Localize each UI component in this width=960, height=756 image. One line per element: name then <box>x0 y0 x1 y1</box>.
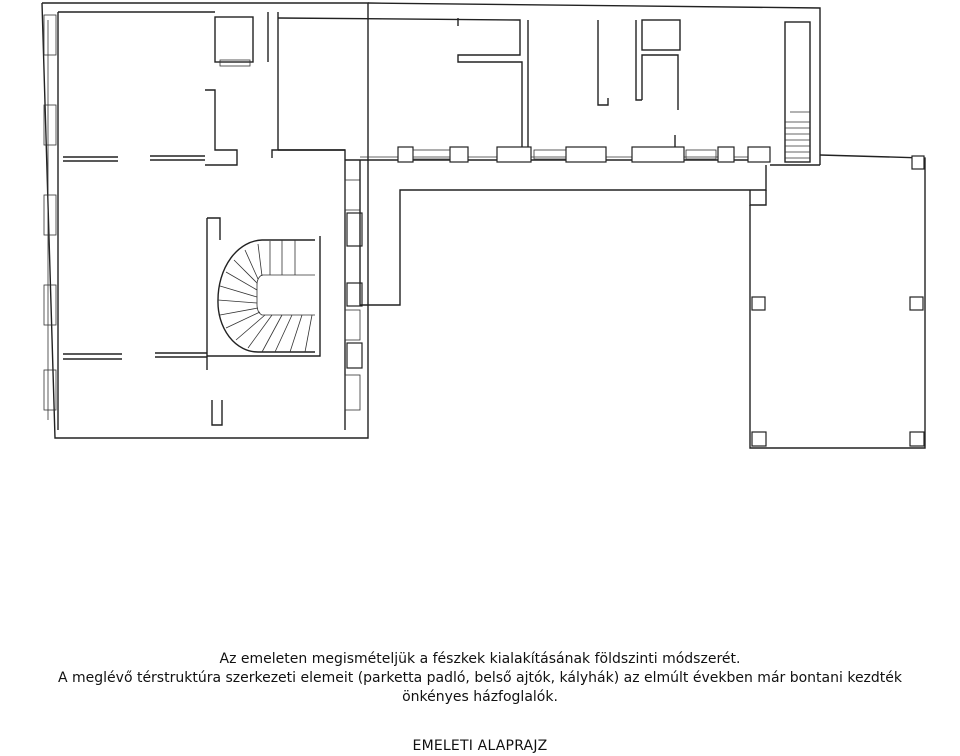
staircase <box>218 240 315 352</box>
caption <box>0 650 960 707</box>
caption-line-1: Az emeleten megismételjük a fészkek kialakításának földszinti módszerét. <box>219 651 741 667</box>
corridor <box>360 160 766 305</box>
right-block <box>750 155 925 448</box>
drawing-title: EMELETI ALAPRAJZ <box>412 738 548 754</box>
upper-middle-block <box>272 3 820 165</box>
caption-line-3: önkényes házfoglalók. <box>402 689 558 705</box>
caption-line-2: A meglévő térstruktúra szerkezeti elemeit (parketta padló, belső ajtók, kályhák) az elmúlt években már bontani kezdték <box>57 670 902 686</box>
left-block <box>42 3 368 438</box>
